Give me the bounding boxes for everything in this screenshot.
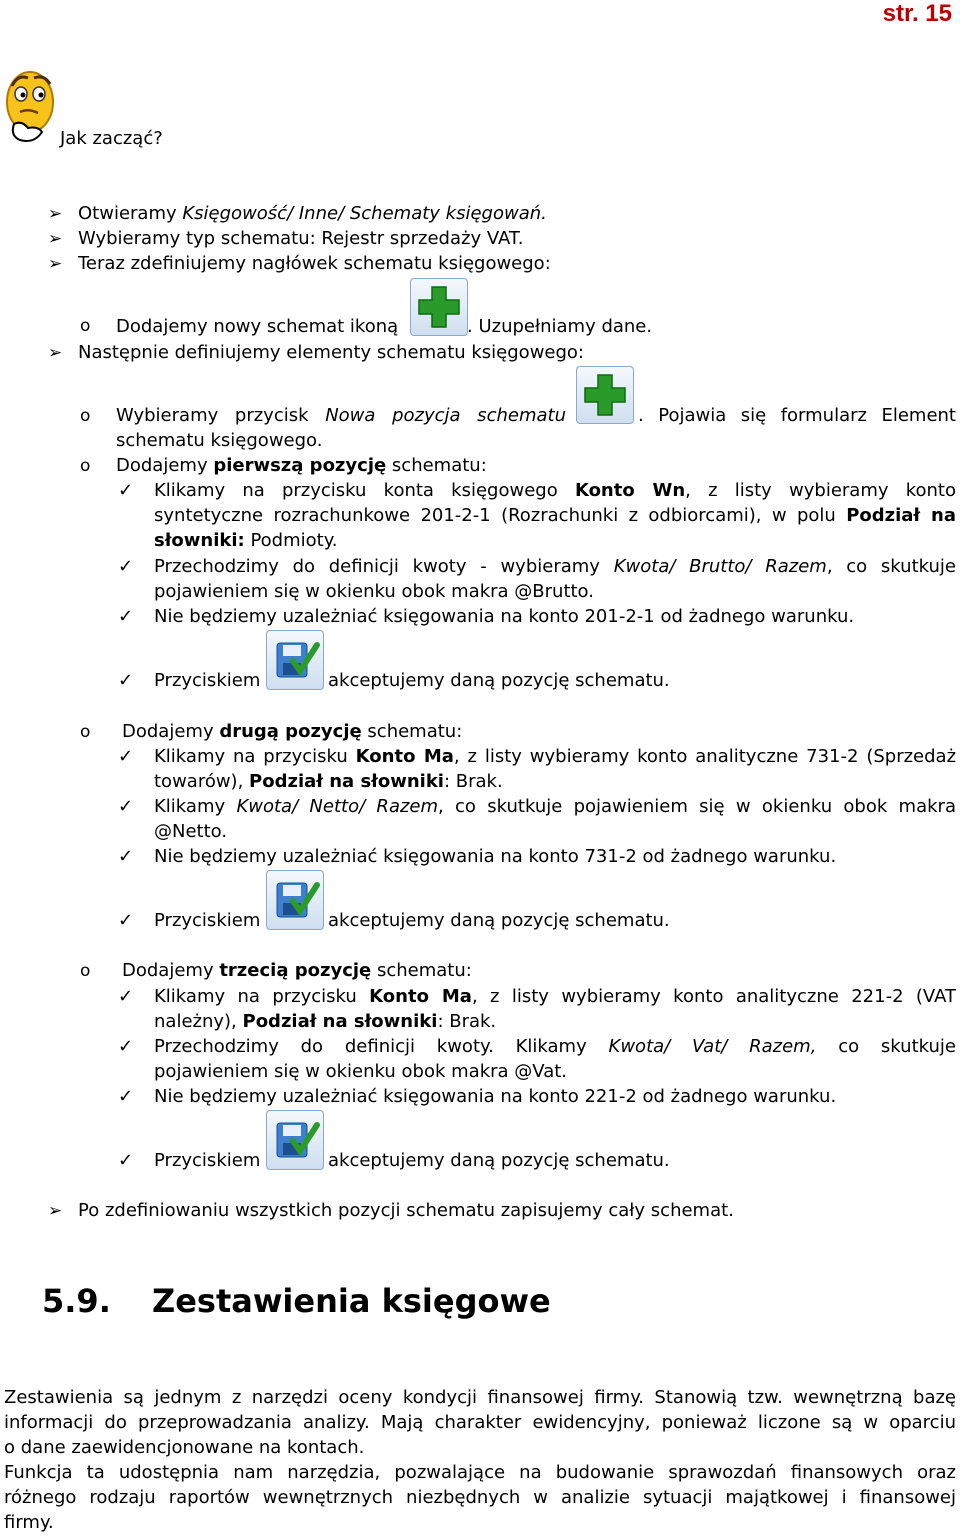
section-title: Zestawienia księgowe [152,1282,551,1320]
second-amount-line-1: Klikamy Kwota/ Netto/ Razem, co skutkuje pojawieniem się w okienku obok makra [154,796,956,817]
para1-line-3: o dane zaewidencjonowane na kontach. [4,1437,365,1458]
step-define-header: Teraz zdefiniujemy nagłówek schematu księgowego: [78,253,551,274]
save-accept-icon[interactable] [266,870,324,930]
add-plus-icon[interactable] [410,278,468,336]
third-position-line-1: Klikamy na przycisku Konto Ma, z listy wybieramy konto analityczne 221-2 (VAT [154,986,956,1007]
second-accept-label: Przyciskiem [154,910,261,931]
section-number: 5.9. [42,1282,111,1320]
check-bullet-icon: ✓ [118,606,134,627]
second-position-heading: Dodajemy drugą pozycję schematu: [122,721,463,742]
o-bullet-icon: o [80,961,91,981]
page-number: str. 15 [882,0,952,27]
o-bullet-icon: o [80,722,91,742]
third-position-heading: Dodajemy trzecią pozycję schematu: [122,960,472,981]
first-amount-line-2: pojawieniem się w okienku obok makra @Brutto. [154,581,594,602]
third-condition-line: Nie będziemy uzależniać księgowania na konto 221-2 od żadnego warunku. [154,1086,837,1107]
second-amount-line-2: @Netto. [154,821,228,842]
third-amount-line-2: pojawieniem się w okienku obok makra @Vat. [154,1061,568,1082]
arrow-bullet-icon: ➢ [48,204,63,224]
form-appears-text-2: schematu księgowego. [116,430,323,451]
arrow-bullet-icon: ➢ [48,229,63,249]
first-position-line-1: Klikamy na przycisku konta księgowego Konto Wn, z listy wybieramy konto [154,480,956,501]
step-open-schemes: Otwieramy Księgowość/ Inne/ Schematy księgowań. [78,203,547,224]
check-bullet-icon: ✓ [118,1086,134,1107]
check-bullet-icon: ✓ [118,986,134,1007]
save-accept-icon[interactable] [266,630,324,690]
check-bullet-icon: ✓ [118,556,134,577]
intro-title: Jak zacząć? [60,128,163,149]
thinking-face-icon [4,66,56,148]
second-position-line-2: towarów), Podział na słowniki: Brak. [154,771,503,792]
arrow-bullet-icon: ➢ [48,254,63,274]
new-item-text: Wybieramy przycisk Nowa pozycja schematu [116,405,566,426]
arrow-bullet-icon: ➢ [48,343,63,363]
new-item-plus-icon[interactable] [576,366,634,424]
o-bullet-icon: o [80,456,91,476]
third-position-line-2: należny), Podział na słowniki: Brak. [154,1011,497,1032]
second-position-line-1: Klikamy na przycisku Konto Ma, z listy wybieramy konto analityczne 731-2 (Sprzedaż [154,746,957,767]
check-bullet-icon: ✓ [118,1150,134,1171]
arrow-bullet-icon: ➢ [48,1201,63,1221]
first-accept-text: akceptujemy daną pozycję schematu. [328,670,670,691]
check-bullet-icon: ✓ [118,480,134,501]
first-position-heading: Dodajemy pierwszą pozycję schematu: [116,455,487,476]
para1-line-1: Zestawienia są jednym z narzędzi oceny kondycji finansowej firmy. Stanowią tzw. wewnętrzną bazę [4,1387,956,1408]
form-appears-text: . Pojawia się formularz Element [638,405,956,426]
step-define-elements: Następnie definiujemy elementy schematu księgowego: [78,342,584,363]
step-select-type: Wybieramy typ schematu: Rejestr sprzedaży VAT. [78,228,524,249]
first-amount-line-1: Przechodzimy do definicji kwoty - wybieramy Kwota/ Brutto/ Razem, co skutkuje [154,556,956,577]
add-scheme-text-a: Dodajemy nowy schemat ikoną [116,316,399,337]
check-bullet-icon: ✓ [118,670,134,691]
para1-line-2: informacji do przeprowadzania analizy. Mają charakter ewidencyjny, ponieważ liczone są w oparciu [4,1412,956,1433]
second-condition-line: Nie będziemy uzależniać księgowania na konto 731-2 od żadnego warunku. [154,846,837,867]
o-bullet-icon: o [80,406,91,426]
first-position-line-2: syntetyczne rozrachunkowe 201-2-1 (Rozrachunki z odbiorcami), w polu Podział na [154,505,956,526]
o-bullet-icon: o [80,316,91,336]
add-scheme-text-b: . Uzupełniamy dane. [467,316,653,337]
check-bullet-icon: ✓ [118,910,134,931]
second-accept-text: akceptujemy daną pozycję schematu. [328,910,670,931]
third-accept-text: akceptujemy daną pozycję schematu. [328,1150,670,1171]
third-amount-line-1: Przechodzimy do definicji kwoty. Klikamy Kwota/ Vat/ Razem, co skutkuje [154,1036,956,1057]
para2-line-3: firmy. [4,1512,54,1533]
section-heading [42,1282,551,1320]
third-accept-label: Przyciskiem [154,1150,261,1171]
para2-line-2: różnego rodzaju raportów wewnętrznych niezbędnych w analizie sytuacji majątkowej i finansowej [4,1487,956,1508]
first-position-line-3: słowniki: Podmioty. [154,530,338,551]
check-bullet-icon: ✓ [118,1036,134,1057]
check-bullet-icon: ✓ [118,746,134,767]
save-accept-icon[interactable] [266,1110,324,1170]
check-bullet-icon: ✓ [118,796,134,817]
para2-line-1: Funkcja ta udostępnia nam narzędzia, pozwalające na budowanie sprawozdań finansowych oraz [4,1462,956,1483]
first-condition-line: Nie będziemy uzależniać księgowania na konto 201-2-1 od żadnego warunku. [154,606,855,627]
check-bullet-icon: ✓ [118,846,134,867]
step-save-scheme: Po zdefiniowaniu wszystkich pozycji schematu zapisujemy cały schemat. [78,1200,734,1221]
first-accept-label: Przyciskiem [154,670,261,691]
